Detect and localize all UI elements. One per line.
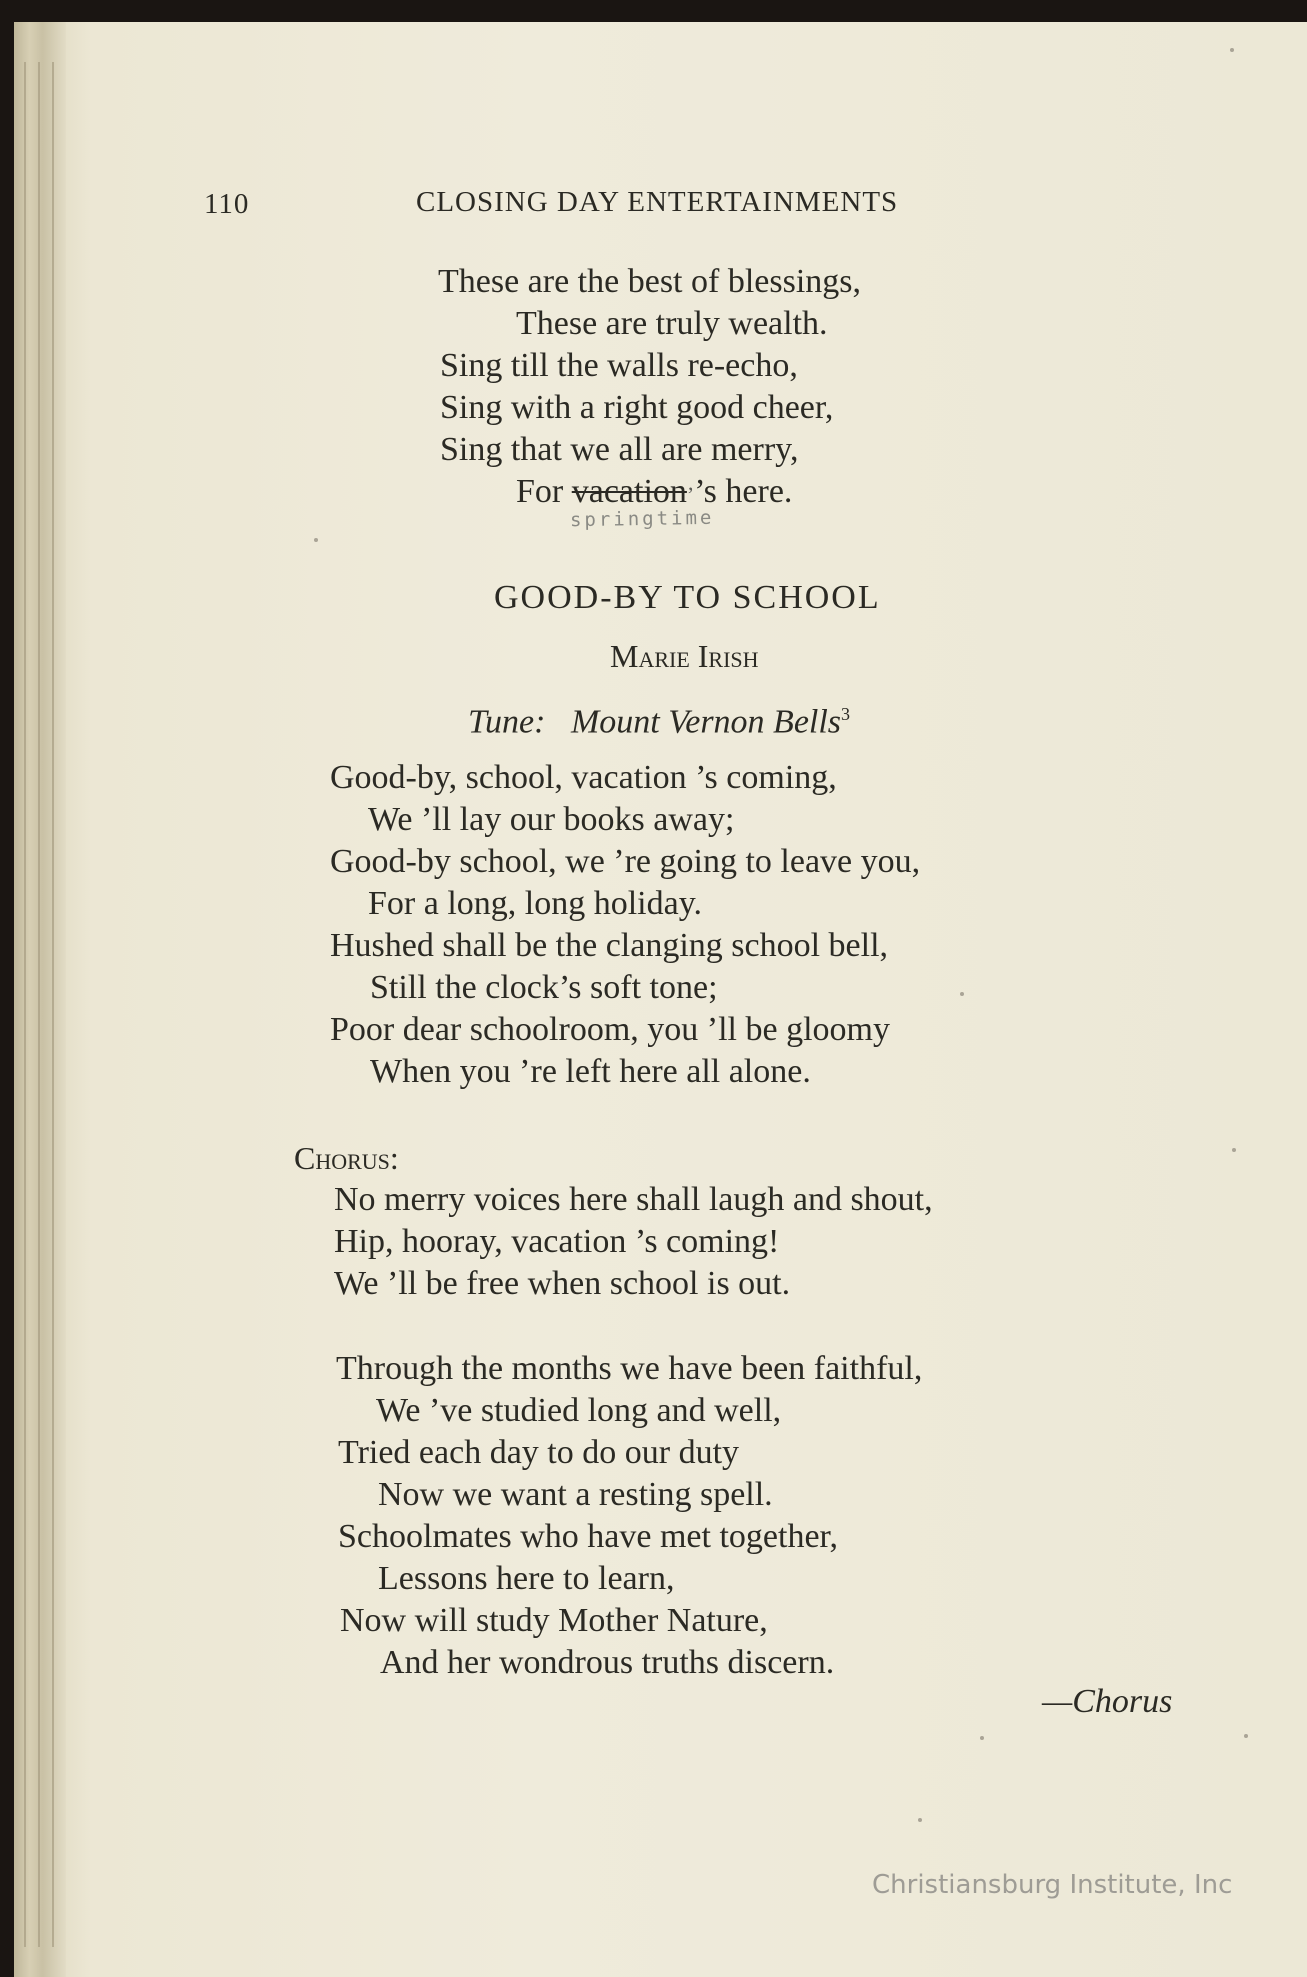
- verse-line: When you ’re left here all alone.: [370, 1053, 811, 1090]
- song-tune: [468, 694, 850, 742]
- verse-line: Now we want a resting spell.: [378, 1476, 773, 1513]
- chorus-line: Hip, hooray, vacation ’s coming!: [334, 1223, 780, 1260]
- chorus-line: No merry voices here shall laugh and shout,: [334, 1181, 933, 1218]
- verse-line: Poor dear schoolroom, you ’ll be gloomy: [330, 1011, 890, 1048]
- verse-line: For a long, long holiday.: [368, 885, 702, 922]
- pencil-caret: ’: [686, 482, 695, 507]
- chorus-reference: —Chorus: [1042, 1683, 1173, 1720]
- chorus-label: Chorus:: [294, 1140, 399, 1176]
- stanza-last-line-end: ’s here.: [694, 473, 793, 510]
- stanza-line: Sing that we all are merry,: [440, 431, 799, 468]
- tune-footnote: 3: [841, 704, 851, 724]
- watermark: Christiansburg Institute, Inc: [872, 1870, 1233, 1900]
- stanza-last-line-start: For: [516, 473, 564, 510]
- chorus-line: We ’ll be free when school is out.: [334, 1265, 791, 1302]
- stanza-line: Sing till the walls re-echo,: [440, 347, 798, 384]
- tune-name: Mount Vernon Bells: [570, 703, 842, 741]
- verse-line: Through the months we have been faithful,: [336, 1350, 923, 1387]
- stanza-line: These are the best of blessings,: [438, 263, 861, 300]
- verse-line: Still the clock’s soft tone;: [370, 969, 718, 1006]
- song-author: Marie Irish: [610, 638, 759, 674]
- book-spine: [14, 22, 66, 1977]
- pencil-correction: springtime: [569, 506, 715, 532]
- verse-line: Lessons here to learn,: [378, 1560, 675, 1597]
- stanza-line: These are truly wealth.: [516, 305, 828, 342]
- verse-line: Hushed shall be the clanging school bell,: [330, 927, 889, 964]
- struck-word: vacation: [571, 473, 687, 510]
- verse-line: Now will study Mother Nature,: [340, 1602, 768, 1639]
- verse-line: Schoolmates who have met together,: [338, 1518, 839, 1555]
- stanza-line: Sing with a right good cheer,: [440, 389, 834, 426]
- running-title: CLOSING DAY ENTERTAINMENTS: [416, 186, 899, 218]
- verse-line: Good-by school, we ’re going to leave you,: [330, 843, 921, 880]
- verse-line: And her wondrous truths discern.: [380, 1644, 835, 1681]
- verse-line: Good-by, school, vacation ’s coming,: [330, 759, 837, 796]
- verse-line: We ’ll lay our books away;: [368, 801, 735, 838]
- page-number: 110: [204, 188, 250, 220]
- verse-line: We ’ve studied long and well,: [376, 1392, 782, 1429]
- verse-line: Tried each day to do our duty: [338, 1434, 740, 1471]
- song-title: GOOD-BY TO SCHOOL: [494, 579, 881, 616]
- tune-label: Tune:: [468, 703, 546, 741]
